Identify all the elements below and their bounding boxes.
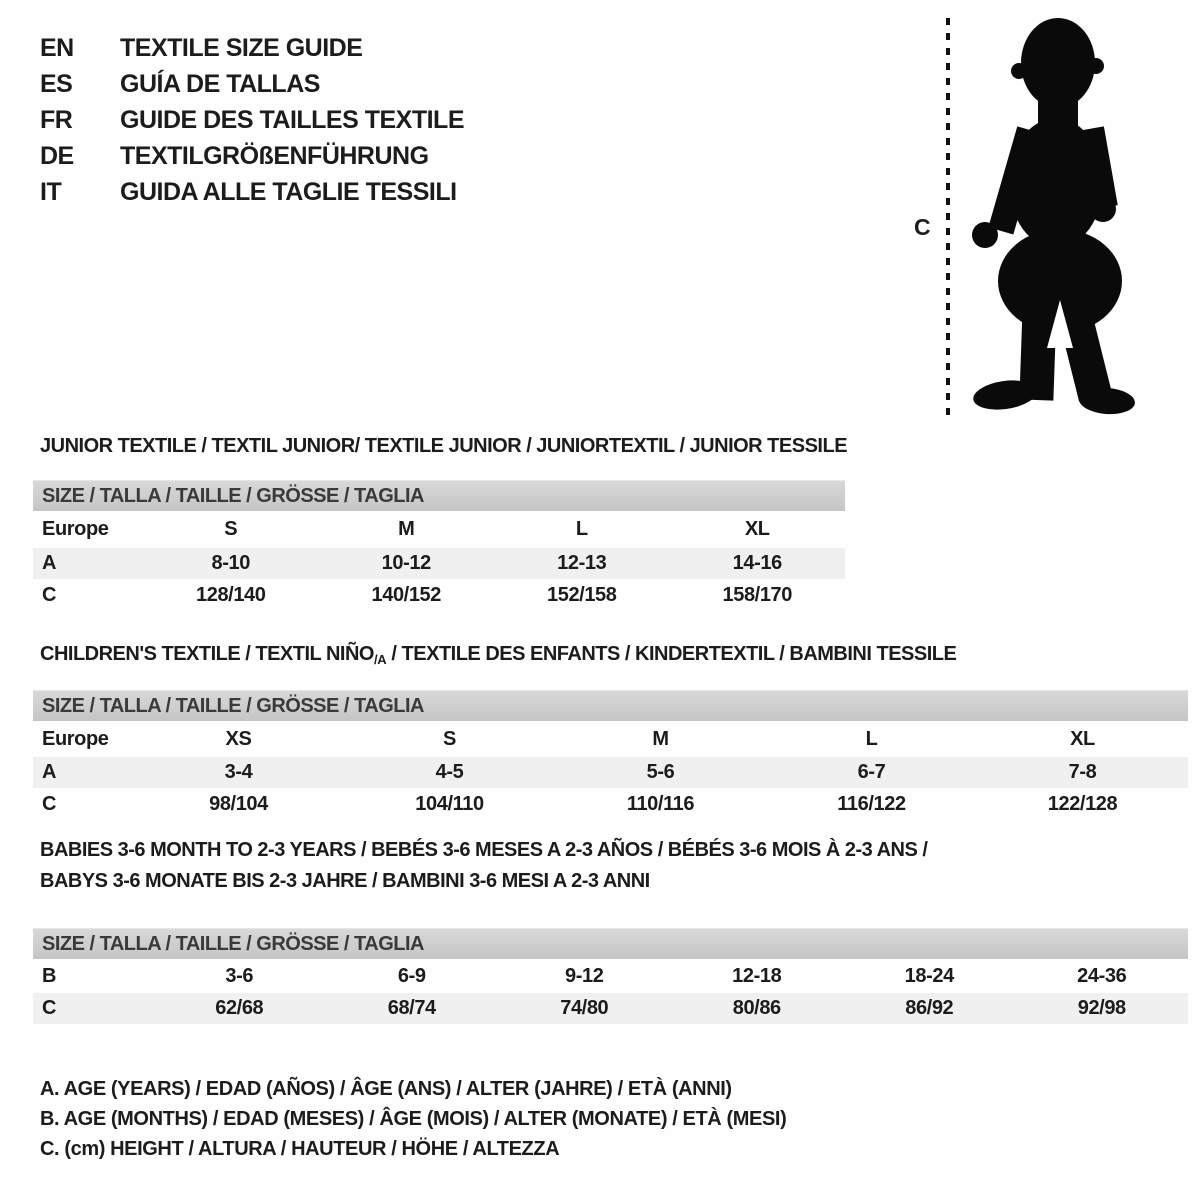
language-row-de (40, 138, 464, 174)
size-cell: 110/116 (626, 793, 695, 815)
row-label: Europe (42, 518, 109, 540)
size-cell: S (224, 518, 238, 540)
row-label: C (42, 997, 57, 1019)
language-code: FR (40, 105, 73, 134)
language-code: IT (40, 177, 62, 206)
row-label: Europe (42, 727, 109, 750)
size-table-junior (33, 480, 845, 612)
size-cell: 14-16 (732, 552, 782, 574)
row-label: C (42, 793, 57, 815)
size-cell: 140/152 (371, 584, 441, 606)
row-label: A (42, 761, 57, 783)
size-cell: 12-18 (732, 964, 782, 987)
table-row-age (33, 548, 845, 579)
size-cell: 98/104 (209, 793, 268, 815)
section-title-children (40, 643, 956, 667)
language-row-it (40, 174, 464, 210)
size-cell: 18-24 (904, 964, 954, 987)
section-title-line2: BABYS 3-6 MONATE BIS 2-3 JAHRE / BAMBINI 3-6 MESI A 2-3 ANNI (40, 870, 650, 892)
size-cell: 12-13 (557, 552, 607, 574)
size-cell: L (865, 727, 878, 750)
legend-line-b: B. AGE (MONTHS) / EDAD (MESES) / ÂGE (MOIS) / ALTER (MONATE) / ETÀ (MESI) (40, 1108, 787, 1130)
legend-line-c: C. (cm) HEIGHT / ALTURA / HAUTEUR / HÖHE / ALTEZZA (40, 1138, 560, 1160)
language-code: ES (40, 69, 73, 98)
size-header-bar: SIZE / TALLA / TAILLE / GRÖSSE / TAGLIA (33, 690, 1188, 721)
language-label: GUÍA DE TALLAS (120, 69, 320, 98)
size-cell: 74/80 (560, 997, 609, 1019)
size-cell: M (652, 727, 669, 750)
size-header-bar: SIZE / TALLA / TAILLE / GRÖSSE / TAGLIA (33, 480, 845, 511)
height-measure-line (945, 16, 951, 418)
section-title-junior: JUNIOR TEXTILE / TEXTIL JUNIOR/ TEXTILE JUNIOR / JUNIORTEXTIL / JUNIOR TESSILE (40, 435, 848, 457)
size-cell: 6-7 (857, 761, 886, 783)
size-cell: 80/86 (732, 997, 781, 1019)
size-cell: 8-10 (211, 552, 250, 574)
size-cell: 86/92 (905, 997, 954, 1019)
measure-label-c: C (914, 214, 931, 240)
size-cell: 10-12 (381, 552, 431, 574)
section-title-text: / TEXTILE DES ENFANTS / KINDERTEXTIL / BAMBINI TESSILE (386, 643, 957, 665)
size-cell: L (575, 518, 588, 540)
section-title-line1: BABIES 3-6 MONTH TO 2-3 YEARS / BEBÉS 3-6 MESES A 2-3 AÑOS / BÉBÉS 3-6 MOIS À 2-3 ANS / (40, 839, 928, 861)
size-cell: 7-8 (1068, 761, 1097, 783)
size-header-bar: SIZE / TALLA / TAILLE / GRÖSSE / TAGLIA (33, 928, 1188, 959)
size-cell: 3-6 (225, 964, 254, 987)
size-cell: 92/98 (1077, 997, 1126, 1019)
language-row-es (40, 66, 464, 102)
size-cell: 62/68 (215, 997, 264, 1019)
size-cell: 6-9 (397, 964, 426, 987)
size-cell: XL (1070, 727, 1095, 750)
size-cell: 122/128 (1047, 793, 1118, 815)
section-title-babies (40, 835, 927, 897)
size-cell: 104/110 (415, 793, 484, 815)
language-row-fr (40, 102, 464, 138)
table-row-age (33, 757, 1188, 788)
language-label: TEXTILE SIZE GUIDE (120, 33, 363, 62)
size-table-children (33, 690, 1188, 821)
language-list (40, 30, 464, 210)
legend-line-a: A. AGE (YEARS) / EDAD (AÑOS) / ÂGE (ANS) / ALTER (JAHRE) / ETÀ (ANNI) (40, 1078, 732, 1100)
row-label: A (42, 552, 57, 574)
row-label: C (42, 584, 57, 606)
section-title-subscript: /A (373, 652, 387, 667)
size-cell: M (398, 518, 415, 540)
size-cell: 116/122 (837, 793, 906, 815)
language-row-en (40, 30, 464, 66)
language-label: GUIDE DES TAILLES TEXTILE (120, 105, 465, 134)
language-label: TEXTILGRÖßENFÜHRUNG (120, 141, 429, 170)
table-row-height (33, 788, 1188, 821)
language-code: EN (40, 33, 74, 62)
size-cell: 152/158 (547, 584, 617, 606)
size-cell: 9-12 (565, 964, 604, 987)
language-code: DE (40, 141, 74, 170)
size-cell: 128/140 (196, 584, 266, 606)
table-row-months (33, 959, 1188, 993)
size-cell: 158/170 (722, 584, 792, 606)
size-cell: XS (225, 727, 252, 750)
size-cell: 24-36 (1077, 964, 1127, 987)
size-cell: 3-4 (224, 761, 253, 783)
section-title-text: CHILDREN'S TEXTILE / TEXTIL NIÑO (40, 643, 374, 665)
row-label: B (42, 964, 57, 987)
size-table-babies (33, 928, 1188, 1024)
size-cell: 5-6 (646, 761, 675, 783)
table-row-height (33, 993, 1188, 1024)
table-row-europe (33, 511, 845, 548)
measurement-legend (40, 1074, 786, 1164)
size-cell: 4-5 (435, 761, 464, 783)
baby-silhouette-icon (963, 13, 1135, 418)
size-cell: XL (744, 518, 770, 540)
size-cell: 68/74 (387, 997, 436, 1019)
size-cell: S (443, 727, 456, 750)
language-label: GUIDA ALLE TAGLIE TESSILI (120, 177, 457, 206)
table-row-europe (33, 721, 1188, 757)
table-row-height (33, 579, 845, 612)
